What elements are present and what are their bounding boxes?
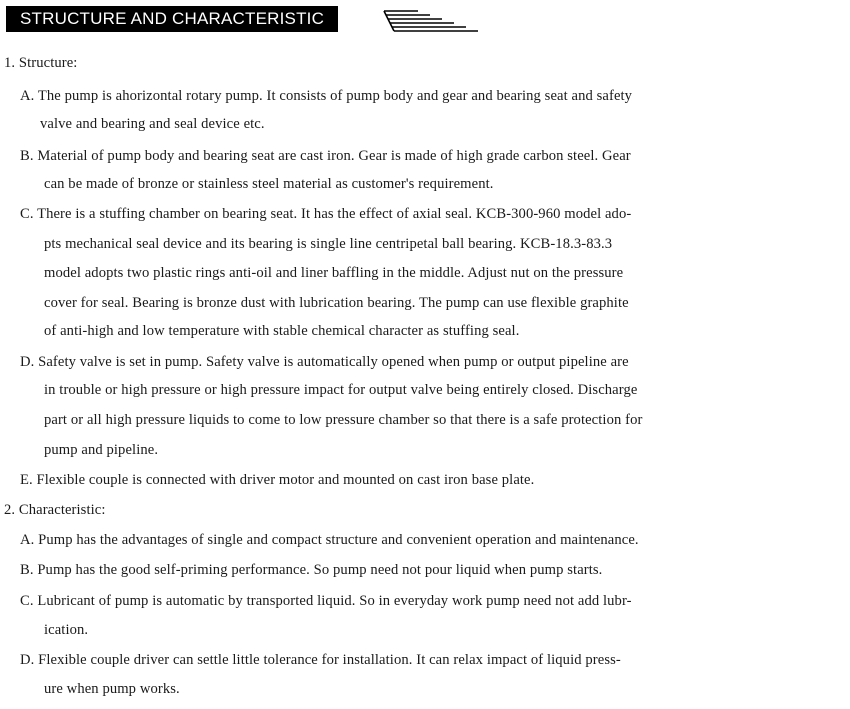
characteristic-item-c-line-1: C. Lubricant of pump is automatic by transported liquid. So in everyday work pump need not add lubr- <box>20 593 632 609</box>
structure-item-c-line-1: C. There is a stuffing chamber on bearing seat. It has the effect of axial seal. KCB-300-960 model ado- <box>20 206 632 222</box>
structure-item-d-line-4: pump and pipeline. <box>44 442 159 458</box>
characteristic-item-c-line-2: ication. <box>44 622 89 638</box>
characteristic-item-d-line-1: D. Flexible couple driver can settle little tolerance for installation. It can relax impact of liquid press- <box>20 652 621 668</box>
characteristic-item-d-line-2: ure when pump works. <box>44 681 180 697</box>
header-title: STRUCTURE AND CHARACTERISTIC <box>6 6 338 32</box>
characteristic-item-b-line-1: B. Pump has the good self-priming performance. So pump need not pour liquid when pump starts. <box>20 562 603 578</box>
structure-item-a-line-1: A. The pump is ahorizontal rotary pump. It consists of pump body and gear and bearing seat and safety <box>20 88 633 104</box>
structure-item-d-line-1: D. Safety valve is set in pump. Safety valve is automatically opened when pump or output pipeline are <box>20 354 629 370</box>
structure-item-c-line-3: model adopts two plastic rings anti-oil and liner baffling in the middle. Adjust nut on the pressure <box>44 265 624 281</box>
structure-item-a-line-2: valve and bearing and seal device etc. <box>40 116 265 132</box>
section-heading-characteristic: 2. Characteristic: <box>4 502 106 518</box>
header-decoration-lines <box>382 8 482 34</box>
structure-item-c-line-2: pts mechanical seal device and its bearing is single line centripetal ball bearing. KCB-18.3-83.3 <box>44 236 613 252</box>
characteristic-item-a-line-1: A. Pump has the advantages of single and compact structure and convenient operation and maintenance. <box>20 532 639 548</box>
structure-item-e-line-1: E. Flexible couple is connected with driver motor and mounted on cast iron base plate. <box>20 472 535 488</box>
structure-item-b-line-2: can be made of bronze or stainless steel material as customer's requirement. <box>44 176 494 192</box>
section-header <box>0 0 850 40</box>
structure-item-d-line-3: part or all high pressure liquids to come to low pressure chamber so that there is a safe protection for <box>44 412 643 428</box>
section-heading-structure: 1. Structure: <box>4 55 78 71</box>
structure-item-c-line-4: cover for seal. Bearing is bronze dust with lubrication bearing. The pump can use flexible graphite <box>44 295 629 311</box>
structure-item-c-line-5: of anti-high and low temperature with stable chemical character as stuffing seal. <box>44 323 520 339</box>
structure-item-b-line-1: B. Material of pump body and bearing seat are cast iron. Gear is made of high grade carbon steel. Gear <box>20 148 631 164</box>
structure-item-d-line-2: in trouble or high pressure or high pressure impact for output valve being entirely closed. Discharge <box>44 382 638 398</box>
